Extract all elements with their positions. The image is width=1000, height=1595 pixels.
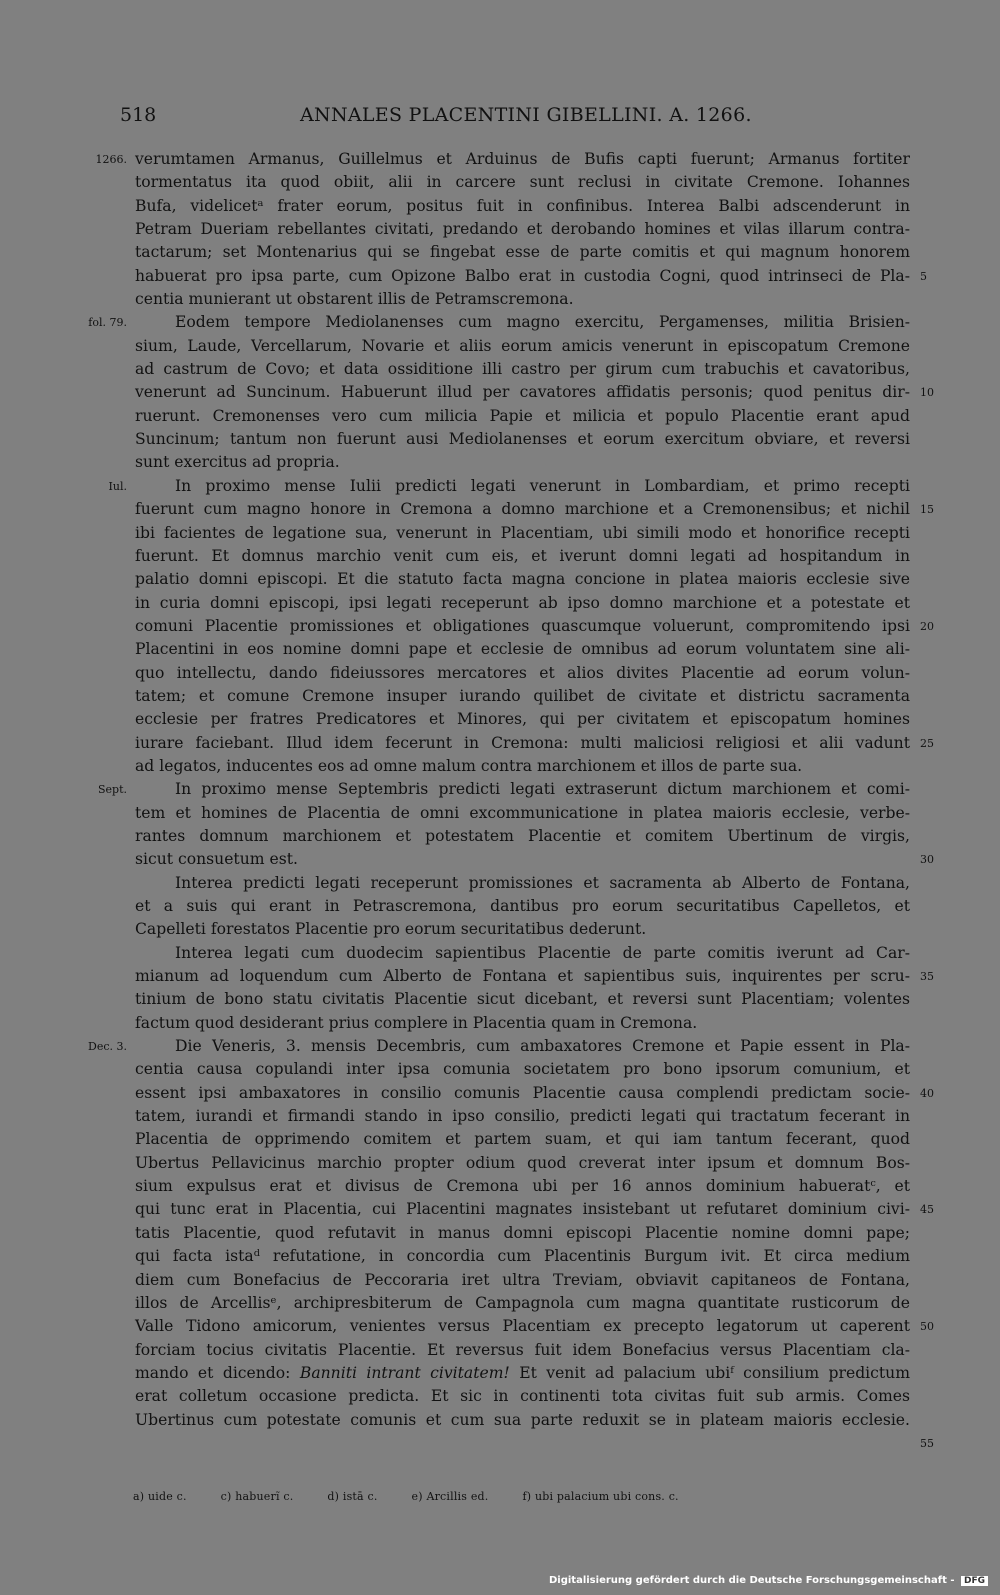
line-text: in curia domni episcopi, ipsi legati receperunt ab ipso domno marchione et a potestate et xyxy=(135,593,910,612)
text-line xyxy=(95,148,910,171)
text-line xyxy=(135,195,910,218)
text-line xyxy=(135,522,910,545)
text-line xyxy=(135,545,910,568)
text-line xyxy=(135,1409,934,1450)
line-text: quo intellectu, dando fideiussores mercatores et alios divites Placentie ad eorum volun- xyxy=(135,663,910,682)
text-line xyxy=(135,895,910,918)
line-text: ruerunt. Cremonenses vero cum milicia Papie et milicia et populo Placentie erant apud xyxy=(135,406,910,425)
line-number: 45 xyxy=(920,1203,934,1217)
margin-note: fol. 79. xyxy=(88,316,127,330)
line-text: qui facta istaᵈ refutatione, in concordia cum Placentinis Burgum ivit. Et circa medium xyxy=(135,1247,910,1266)
text-line xyxy=(135,755,910,778)
margin-note: Dec. 3. xyxy=(88,1040,127,1054)
text-line xyxy=(135,1222,910,1245)
text-line xyxy=(135,918,910,941)
line-text: In proximo mense Iulii predicti legati venerunt in Lombardiam, et primo recepti xyxy=(175,476,910,495)
line-text: centia causa copulandi inter ipsa comunia societatem pro bono ipsorum comunium, et xyxy=(135,1060,910,1079)
line-number: 25 xyxy=(920,736,934,750)
line-number: 5 xyxy=(920,269,927,283)
line-text: verumtamen Armanus, Guillelmus et Arduinus de Bufis capti fuerunt; Armanus fortiter xyxy=(135,150,910,168)
line-text: sium expulsus erat et divisus de Cremona ubi per 16 annos dominium habueratᶜ, et xyxy=(135,1177,910,1196)
line-text: sium, Laude, Vercellarum, Novarie et aliis eorum amicis venerunt in episcopatum Cremone xyxy=(135,336,910,355)
text-line xyxy=(135,1245,910,1268)
text-line xyxy=(135,218,910,241)
line-number: 50 xyxy=(920,1320,934,1334)
line-number: 30 xyxy=(920,853,934,867)
margin-note: Iul. xyxy=(108,479,127,493)
line-text: ibi facientes de legatione sua, venerunt in Placentiam, ubi simili modo et honorifice recepti xyxy=(135,523,910,542)
text-line xyxy=(135,848,910,871)
line-number: 40 xyxy=(920,1086,934,1100)
text-line xyxy=(135,1362,910,1385)
line-text: venerunt ad Suncinum. Habuerunt illud per cavatores affidatis personis; quod penitus dir- xyxy=(135,383,910,402)
line-text: rantes domnum marchionem et potestatem Placentie et comitem Ubertinum de virgis, xyxy=(135,826,910,845)
text-line xyxy=(135,662,910,685)
line-number: 35 xyxy=(920,970,934,984)
footnote: c) habuerĩ c. xyxy=(220,1490,294,1503)
line-text: erat colletum occasione predicta. Et sic in continenti tota civitas fuit sub armis. Comes xyxy=(135,1387,910,1406)
dfg-logo: DFG xyxy=(961,1576,988,1586)
line-text: Interea legati cum duodecim sapientibus Placentie de parte comitis iverunt ad Car- xyxy=(175,943,910,962)
line-text: mianum ad loquendum cum Alberto de Fontana et sapientibus suis, inquirentes per scru- xyxy=(135,967,910,986)
text-line xyxy=(135,568,910,591)
dfg-credit xyxy=(549,1575,988,1586)
line-text: tem et homines de Placentia de omni excommunicatione in platea maioris ecclesie, verbe- xyxy=(135,803,910,822)
text-line xyxy=(97,778,910,801)
line-text: comuni Placentie promissiones et obligationes quascumque voluerunt, compromitendo ipsi xyxy=(135,616,910,635)
line-text: qui tunc erat in Placentia, cui Placentini magnates insistebant ut refutaret dominium civi- xyxy=(135,1200,910,1219)
text-line xyxy=(135,1339,910,1362)
line-text: tatis Placentie, quod refutavit in manus domni episcopi Placentie nomine domni pape; xyxy=(135,1223,910,1242)
line-text: ad castrum de Covo; et data ossiditione illi castro per girum cum trabuchis et cavatoribus, xyxy=(135,360,910,379)
dfg-credit-text: Digitalisierung gefördert durch die Deutsche Forschungsgemeinschaft - xyxy=(548,1575,955,1586)
margin-note: 1266. xyxy=(95,153,127,166)
line-text: factum quod desiderant prius complere in Placentia quam in Cremona. xyxy=(135,1013,698,1032)
text-line xyxy=(135,381,910,404)
text-line xyxy=(135,1385,910,1408)
line-text: Placentini in eos nomine domni pape et ecclesie de omnibus ad eorum voluntatem sine ali- xyxy=(135,640,910,659)
text-line xyxy=(135,1105,910,1128)
text-line xyxy=(135,1082,910,1105)
footnotes xyxy=(133,1490,893,1503)
line-text: tatem; et comune Cremone insuper iurando quilibet de civitate et districtu sacramenta xyxy=(135,686,910,705)
text-line xyxy=(135,1315,910,1338)
line-text: Petram Dueriam rebellantes civitati, predando et derobando homines et vilas illarum contra- xyxy=(135,220,910,239)
text-line xyxy=(135,1128,910,1151)
line-text: ad legatos, inducentes eos ad omne malum contra marchionem et illos de parte sua. xyxy=(135,756,803,775)
text-line xyxy=(135,265,910,288)
text-line xyxy=(135,1012,910,1035)
text-line xyxy=(135,405,910,428)
line-text: et a suis qui erant in Petrascremona, dantibus pro eorum securitatibus Capelletos, et xyxy=(135,897,910,915)
line-text: Ubertus Pellavicinus marchio propter odium quod creverat inter ipsum et domnum Bos- xyxy=(135,1153,910,1172)
main-text xyxy=(88,148,934,1450)
line-text: mando et dicendo: Banniti intrant civitatem! Et venit ad palacium ubiᶠ consilium predictum xyxy=(135,1363,911,1382)
italic-quote: Banniti intrant civitatem! xyxy=(299,1363,510,1382)
text-line xyxy=(135,1269,910,1292)
text-line xyxy=(135,732,910,755)
line-text: Suncinum; tantum non fuerunt ausi Mediolanenses et eorum exercitum obviare, et reversi xyxy=(135,430,910,449)
line-number: 10 xyxy=(920,386,934,400)
text-line xyxy=(135,638,910,661)
footnote: a) uide c. xyxy=(133,1490,187,1503)
text-line xyxy=(135,498,910,521)
line-text: Capelleti forestatos Placentie pro eorum securitatibus dederunt. xyxy=(135,920,647,939)
text-line xyxy=(135,1198,910,1221)
text-line xyxy=(135,685,910,708)
text-line xyxy=(135,802,910,825)
footnote: d) istā c. xyxy=(327,1490,378,1503)
margin-note: Sept. xyxy=(97,783,127,797)
text-line xyxy=(135,1152,910,1175)
text-line xyxy=(88,311,910,334)
running-head: ANNALES PLACENTINI GIBELLINI. A. 1266. xyxy=(300,104,752,126)
line-text: Interea predicti legati receperunt promissiones et sacramenta ab Alberto de Fontana, xyxy=(175,873,910,892)
text-line xyxy=(135,171,910,194)
line-number: 55 xyxy=(920,1436,934,1450)
line-text: Valle Tidono amicorum, venientes versus Placentiam ex precepto legatorum ut caperent xyxy=(135,1317,910,1336)
line-text: Placentia de opprimendo comitem et partem suam, et qui iam tantum fecerant, quod xyxy=(135,1130,910,1149)
line-text: forciam tocius civitatis Placentie. Et reversus fuit idem Bonefacius versus Placentiam cla- xyxy=(135,1340,910,1359)
line-text: tormentatus ita quod obiit, alii in carcere sunt reclusi in civitate Cremone. Iohannes xyxy=(135,173,910,192)
line-text: tinium de bono statu civitatis Placentie sicut dicebant, et reversi sunt Placentiam; volentes xyxy=(135,990,910,1009)
text-line xyxy=(135,288,910,311)
text-line xyxy=(135,335,910,358)
line-text: Eodem tempore Mediolanenses cum magno exercitu, Pergamenses, militia Brisien- xyxy=(175,313,910,332)
line-text: tatem, iurandi et firmandi stando in ipso consilio, predicti legati qui tractatum fecerant in xyxy=(135,1107,910,1126)
line-text: diem cum Bonefacius de Peccoraria iret ultra Treviam, obviavit capitaneos de Fontana, xyxy=(135,1270,910,1289)
text-line xyxy=(135,451,910,474)
text-line xyxy=(135,428,910,451)
line-text: Ubertinus cum potestate comunis et cum sua parte reduxit se in plateam maioris ecclesie. xyxy=(135,1410,910,1429)
line-text: illos de Arcellisᵉ, archipresbiterum de Campagnola cum magna quantitate rusticorum de xyxy=(135,1293,910,1312)
footnote: f) ubi palacium ubi cons. c. xyxy=(522,1490,679,1503)
line-text: sicut consuetum est. xyxy=(135,850,298,869)
page-number: 518 xyxy=(120,104,157,126)
line-text: Die Veneris, 3. mensis Decembris, cum ambaxatores Cremone et Papie essent in Pla- xyxy=(175,1037,910,1056)
line-text: essent ipsi ambaxatores in consilio comunis Placentie causa complendi predictam socie- xyxy=(135,1083,910,1102)
line-text: fuerunt. Et domnus marchio venit cum eis, et iverunt domni legati ad hospitandum in xyxy=(135,546,910,565)
line-number: 20 xyxy=(920,619,934,633)
line-text: Bufa, videlicetᵃ frater eorum, positus fuit in confinibus. Interea Balbi adscenderunt in xyxy=(135,196,910,215)
footnote: e) Arcillis ed. xyxy=(411,1490,489,1503)
text-line xyxy=(135,965,910,988)
line-number: 15 xyxy=(920,503,934,517)
line-text: fuerunt cum magno honore in Cremona a domno marchione et a Cremonensibus; et nichil xyxy=(135,500,910,519)
line-text: sunt exercitus ad propria. xyxy=(135,453,340,472)
line-text: palatio domni episcopi. Et die statuto facta magna concione in platea maioris ecclesie sive xyxy=(135,570,910,589)
line-text: iurare faciebant. Illud idem fecerunt in Cremona: multi maliciosi religiosi et alii vadunt xyxy=(135,733,910,752)
text-line xyxy=(88,1035,910,1058)
line-text: In proximo mense Septembris predicti legati extraserunt dictum marchionem et comi- xyxy=(175,780,910,799)
text-line xyxy=(135,615,910,638)
line-text: centia munierant ut obstarent illis de Petramscremona. xyxy=(135,290,574,309)
line-text: ecclesie per fratres Predicatores et Minores, qui per civitatem et episcopatum homines xyxy=(135,710,910,729)
text-line xyxy=(135,872,910,895)
line-text: tactarum; set Montenarius qui se fingebat esse de parte comitis et qui magnum honorem xyxy=(135,243,910,262)
text-line xyxy=(135,988,910,1011)
line-text: habuerat pro ipsa parte, cum Opizone Balbo erat in custodia Cogni, quod intrinseci de Pla- xyxy=(135,266,910,285)
